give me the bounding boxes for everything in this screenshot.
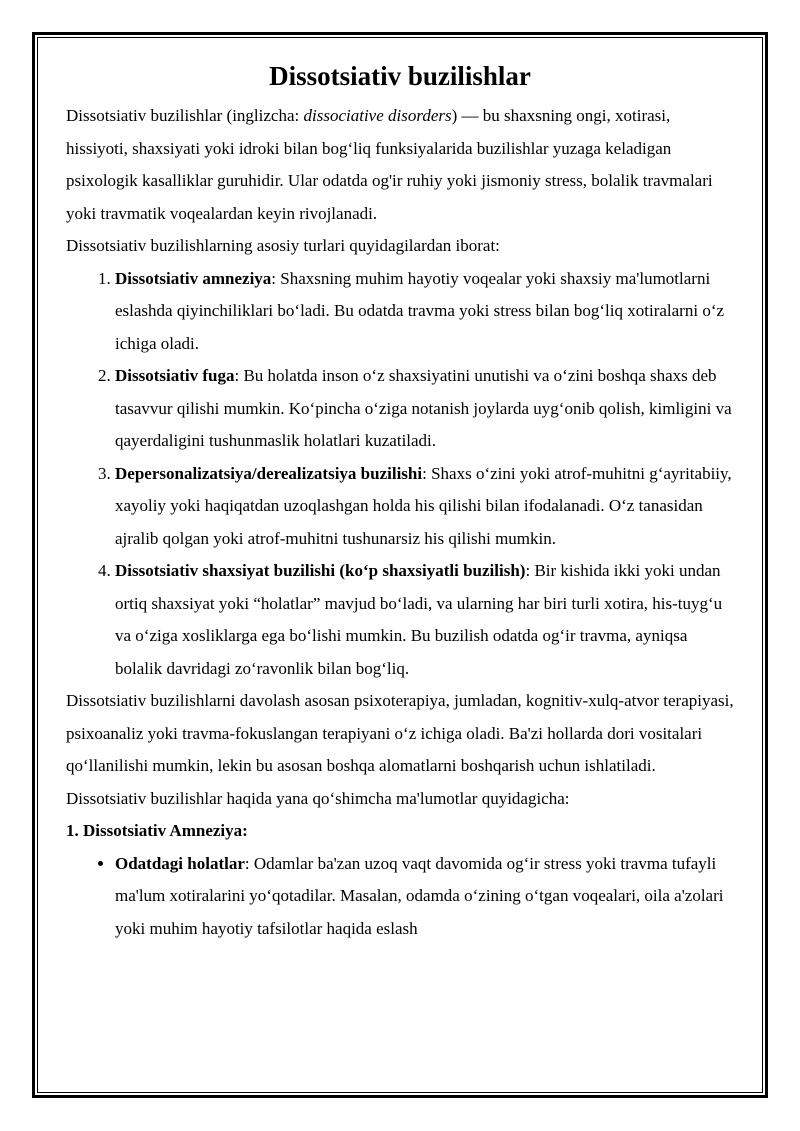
list-item-text: : Bu holatda inson o‘z shaxsiyatini unutishi va o‘zini boshqa shaxs deb tasavvur qilishi mumkin. Ko‘pincha o‘ziga notanish joylarda uyg‘onib qolish, kimligini va qayerdaligini tushunmaslik holatlari kuzatiladi.	[115, 366, 732, 450]
list-item	[115, 360, 734, 458]
list-item	[115, 458, 734, 556]
treatment-paragraph: Dissotsiativ buzilishlarni davolash asosan psixoterapiya, jumladan, kognitiv-xulq-atvor terapiyasi, psixoanaliz yoki travma-fokuslangan terapiyani o‘z ichiga oladi. Ba'zi hollarda dori vositalari qo‘llanilishi mumkin, lekin bu asosan boshqa alomatlarni boshqarish uchun ishlatiladi.	[66, 691, 734, 775]
types-list	[66, 263, 734, 686]
list-item-text: : Shaxsning muhim hayotiy voqealar yoki shaxsiy ma'lumotlarni eslashda qiyinchiliklari bo‘ladi. Bu odatda travma yoki stress bilan bog‘liq xotiralarni o‘z ichiga oladi.	[115, 268, 725, 353]
list-item-term: Dissotsiativ shaxsiyat buzilishi (ko‘p shaxsiyatli buzilish)	[115, 561, 526, 580]
list-item	[115, 848, 734, 946]
section-heading-text: 1. Dissotsiativ Amneziya:	[66, 821, 248, 840]
list-item-term: Odatdagi holatlar	[115, 853, 245, 873]
intro-paragraph	[66, 100, 734, 230]
list-item-text: : Shaxs o‘zini yoki atrof-muhitni g‘ayritabiiy, xayoliy yoki haqiqatdan uzoqlashgan holda his qilishi bilan ifodalanadi. O‘z tanasidan ajralib qolgan yoki atrof-muhitni tushunarsiz his qilishi mumkin.	[115, 463, 732, 548]
types-intro: Dissotsiativ buzilishlarning asosiy turlari quyidagilardan iborat:	[66, 236, 500, 255]
more-info-intro: Dissotsiativ buzilishlar haqida yana qo‘shimcha ma'lumotlar quyidagicha:	[66, 788, 570, 808]
document-body	[66, 56, 734, 945]
intro-post: ) — bu shaxsning ongi, xotirasi, hissiyoti, shaxsiyati yoki idroki bilan bog‘liq funksiyalarida buzilishlar yuzaga keladigan psixologik kasalliklar guruhidir. Ular odatda og'ir ruhiy yoki jismoniy stress, bolalik travmalari yoki travmatik voqealardan keyin rivojlanadi.	[66, 106, 713, 223]
section-bullet-list	[66, 848, 734, 946]
list-item-term: Depersonalizatsiya/derealizatsiya buzilishi	[115, 463, 423, 483]
list-item-text: : Odamlar ba'zan uzoq vaqt davomida og‘ir stress yoki travma tufayli ma'lum xotiralarini yo‘qotadilar. Masalan, odamda o‘zining o‘tgan voqealari, oila a'zolari yoki muhim hayotiy tafsilotlar haqida eslash	[115, 853, 724, 938]
list-item	[115, 555, 734, 685]
document-title: Dissotsiativ buzilishlar	[269, 61, 531, 91]
section-heading	[66, 815, 734, 848]
intro-english-term: dissociative disorders	[303, 106, 452, 125]
list-item-text: : Bir kishida ikki yoki undan ortiq shaxsiyat yoki “holatlar” mavjud bo‘ladi, va ularning har biri turli xotira, his-tuyg‘u va o‘ziga xosliklarga ega bo‘lishi mumkin. Bu buzilish odatda og‘ir travma, ayniqsa bolalik davridagi zo‘ravonlik bilan bog‘liq.	[115, 561, 723, 678]
intro-pre: Dissotsiativ buzilishlar (inglizcha:	[66, 106, 304, 125]
list-item	[115, 263, 734, 361]
list-item-term: Dissotsiativ amneziya	[115, 268, 272, 288]
list-item-term: Dissotsiativ fuga	[115, 366, 235, 385]
